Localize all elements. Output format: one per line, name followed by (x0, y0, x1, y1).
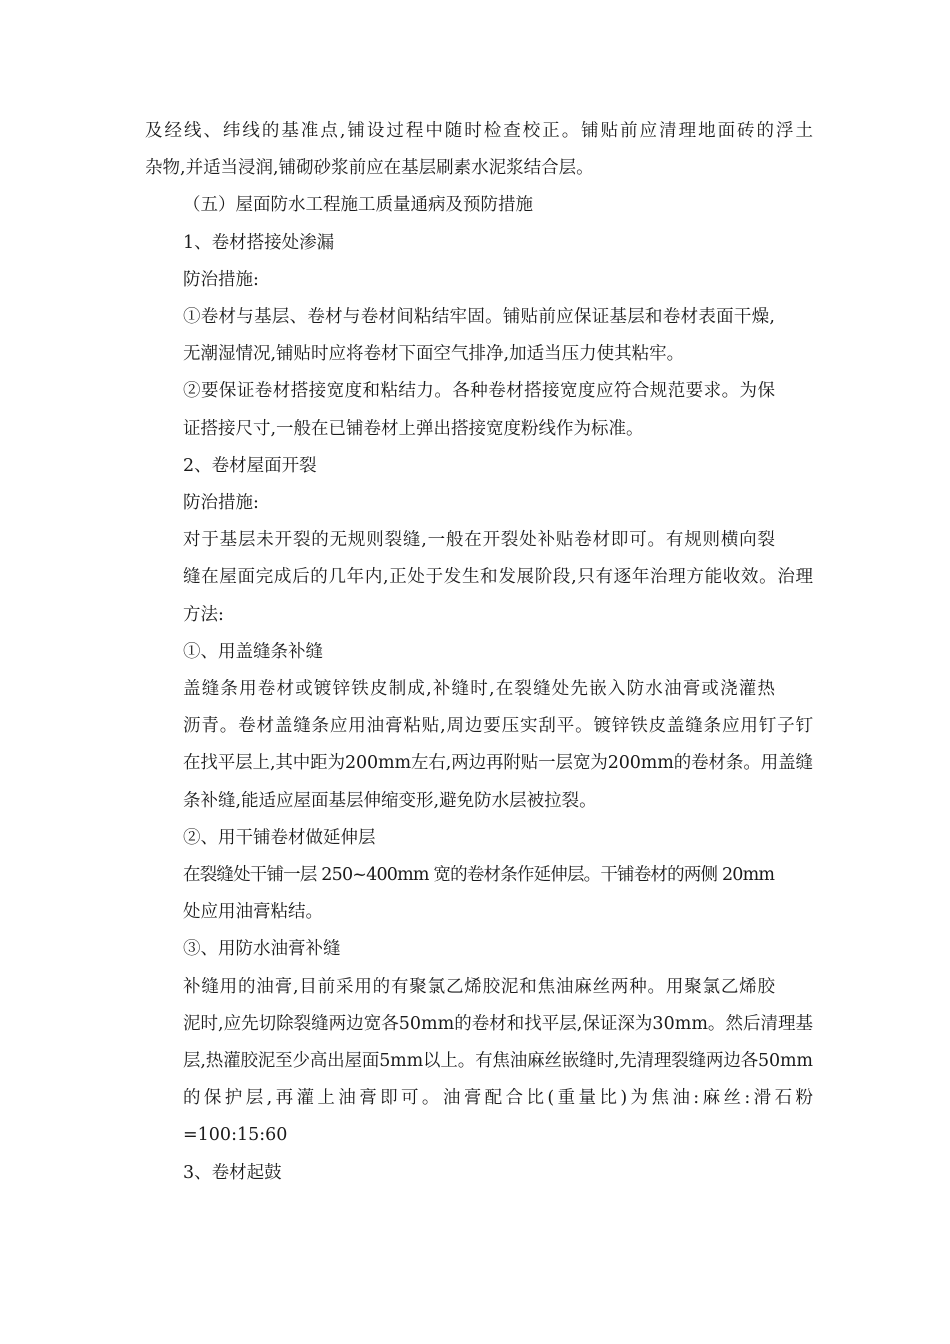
paragraph (145, 857, 813, 931)
paragraph (145, 969, 817, 1155)
text-line: 对于基层未开裂的无规则裂缝,一般在开裂处补贴卷材即可。有规则横向裂 (183, 530, 776, 551)
paragraph (145, 448, 813, 485)
text-line: ②要保证卷材搭接宽度和粘结力。各种卷材搭接宽度应符合规范要求。为保 (183, 381, 776, 402)
text-line: 处应用油膏粘结。 (183, 902, 323, 923)
text-line: 防治措施: (183, 269, 259, 290)
text-line: 证搭接尺寸,一般在已铺卷材上弹出搭接宽度粉线作为标准。 (183, 418, 644, 439)
text-line: 沥青。卷材盖缝条应用油膏粘贴,周边要压实刮平。镀锌铁皮盖缝条应用钉子钉 (183, 716, 814, 737)
paragraph (145, 113, 813, 187)
text-line: 在裂缝处干铺一层 250~400mm 宽的卷材条作延伸层。干铺卷材的两侧 20mm (183, 865, 775, 886)
text-line: 泥时,应先切除裂缝两边宽各50mm的卷材和找平层,保证深为30mm。然后清理基 (183, 1013, 814, 1034)
text-line: （五）屋面防水工程施工质量通病及预防措施 (183, 195, 533, 216)
text-line: 方法: (183, 604, 224, 625)
text-line: 条补缝,能适应屋面基层伸缩变形,避免防水层被拉裂。 (183, 790, 597, 811)
paragraph (145, 373, 813, 447)
text-line: =100:15:60 (183, 1125, 288, 1146)
paragraph (145, 262, 813, 299)
text-line: 杂物,并适当浸润,铺砌砂浆前应在基层刷素水泥浆结合层。 (145, 158, 594, 179)
text-line: 无潮湿情况,铺贴时应将卷材下面空气排净,加适当压力使其粘牢。 (183, 344, 685, 365)
paragraph (145, 671, 813, 820)
text-line: ③、用防水油膏补缝 (183, 939, 341, 960)
text-line: 的保护层,再灌上油膏即可。油膏配合比(重量比)为焦油:麻丝:滑石粉 (183, 1088, 817, 1109)
text-line: 1、卷材搭接处渗漏 (183, 232, 335, 253)
text-line: 缝在屋面完成后的几年内,正处于发生和发展阶段,只有逐年治理方能收效。治理 (183, 567, 814, 588)
text-line: 盖缝条用卷材或镀锌铁皮制成,补缝时,在裂缝处先嵌入防水油膏或浇灌热 (183, 679, 777, 700)
paragraph (145, 931, 813, 968)
paragraph (145, 1155, 813, 1192)
paragraph (145, 820, 813, 857)
document-body (145, 113, 817, 1192)
text-line: 防治措施: (183, 493, 259, 514)
text-line: 在找平层上,其中距为200mm左右,两边再附贴一层宽为200mm的卷材条。用盖缝 (183, 753, 813, 774)
paragraph (145, 299, 813, 373)
text-line: 补缝用的油膏,目前采用的有聚氯乙烯胶泥和焦油麻丝两种。用聚氯乙烯胶 (183, 976, 776, 997)
paragraph (145, 634, 813, 671)
text-line: ②、用干铺卷材做延伸层 (183, 827, 376, 848)
paragraph (145, 522, 813, 634)
paragraph (145, 187, 813, 224)
text-line: 2、卷材屋面开裂 (183, 455, 317, 476)
paragraph (145, 485, 813, 522)
text-line: 3、卷材起鼓 (183, 1162, 282, 1183)
text-line: 及经线、纬线的基准点,铺设过程中随时检查校正。铺贴前应清理地面砖的浮土 (145, 121, 815, 141)
text-line: 层,热灌胶泥至少高出屋面5mm以上。有焦油麻丝嵌缝时,先清理裂缝两边各50mm (183, 1051, 813, 1072)
text-line: ①卷材与基层、卷材与卷材间粘结牢固。铺贴前应保证基层和卷材表面干燥, (183, 307, 776, 328)
text-line: ①、用盖缝条补缝 (183, 641, 323, 662)
paragraph (145, 225, 813, 262)
